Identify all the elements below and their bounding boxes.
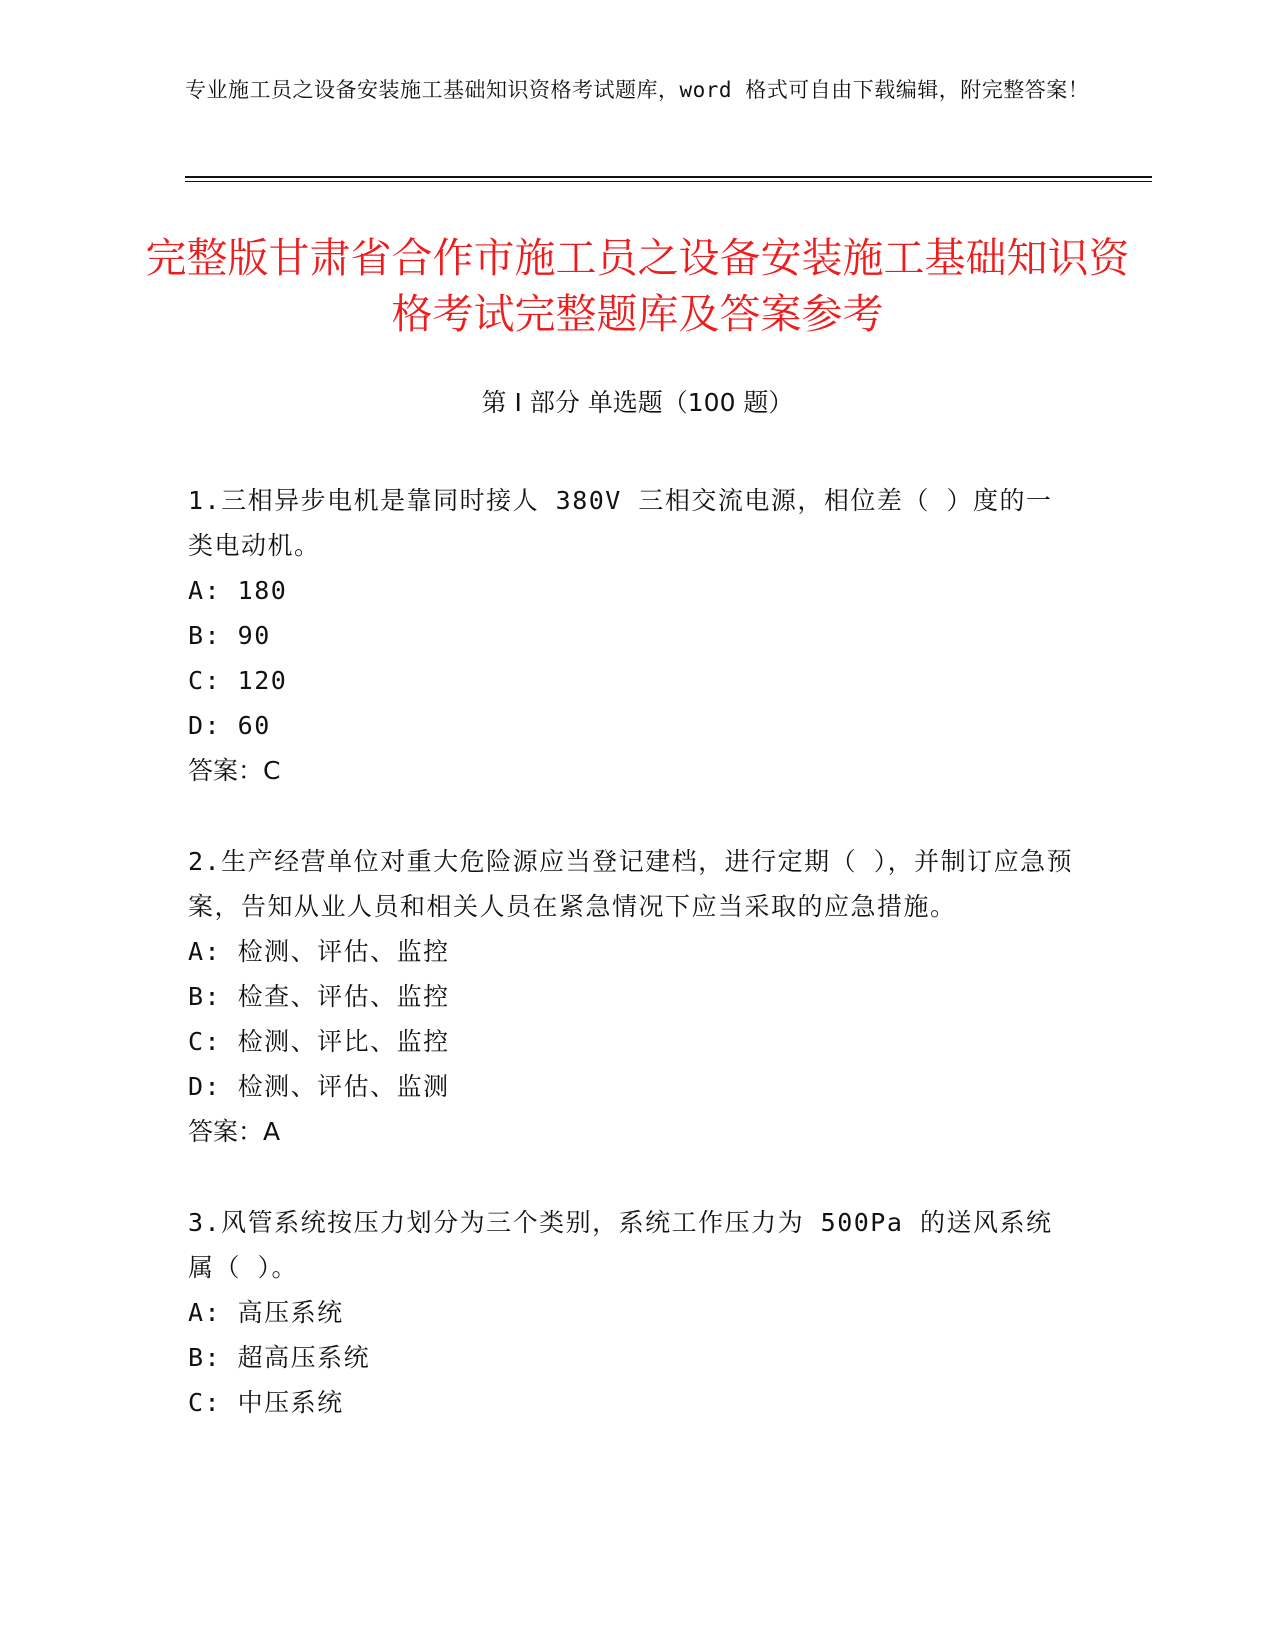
option-a: A: 180 <box>188 576 288 605</box>
header-note: 专业施工员之设备安装施工基础知识资格考试题库，word 格式可自由下载编辑，附完整答案！ <box>185 78 1090 102</box>
question-2 <box>188 839 1078 1154</box>
question-3 <box>188 1200 1078 1425</box>
header-rule-thin <box>185 181 1152 182</box>
option-b: B: 90 <box>188 621 271 650</box>
header-rule-thick <box>185 176 1152 178</box>
option-c: C: 检测、评比、监控 <box>188 1027 450 1056</box>
answer: 答案：C <box>188 756 281 785</box>
question-stem: 2.生产经营单位对重大危险源应当登记建档，进行定期（ ），并制订应急预案，告知从业人员和相关人员在紧急情况下应当采取的应急措施。 <box>188 847 1074 921</box>
option-d: D: 检测、评估、监测 <box>188 1072 450 1101</box>
answer: 答案：A <box>188 1117 281 1146</box>
option-a: A: 检测、评估、监控 <box>188 937 450 966</box>
section-heading: 第 I 部分 单选题（100 题） <box>481 388 794 417</box>
option-d: D: 60 <box>188 711 271 740</box>
question-1 <box>188 478 1078 793</box>
question-stem: 1.三相异步电机是靠同时接人 380V 三相交流电源，相位差（ ）度的一类电动机。 <box>188 486 1053 560</box>
document-title: 完整版甘肃省合作市施工员之设备安装施工基础知识资格考试完整题库及答案参考 <box>145 234 1130 338</box>
question-list <box>188 478 1078 1471</box>
question-stem: 3.风管系统按压力划分为三个类别，系统工作压力为 500Pa 的送风系统属（ ）。 <box>188 1208 1053 1282</box>
option-c: C: 120 <box>188 666 288 695</box>
option-b: B: 超高压系统 <box>188 1343 371 1372</box>
option-b: B: 检查、评估、监控 <box>188 982 450 1011</box>
option-c: C: 中压系统 <box>188 1388 344 1417</box>
option-a: A: 高压系统 <box>188 1298 344 1327</box>
